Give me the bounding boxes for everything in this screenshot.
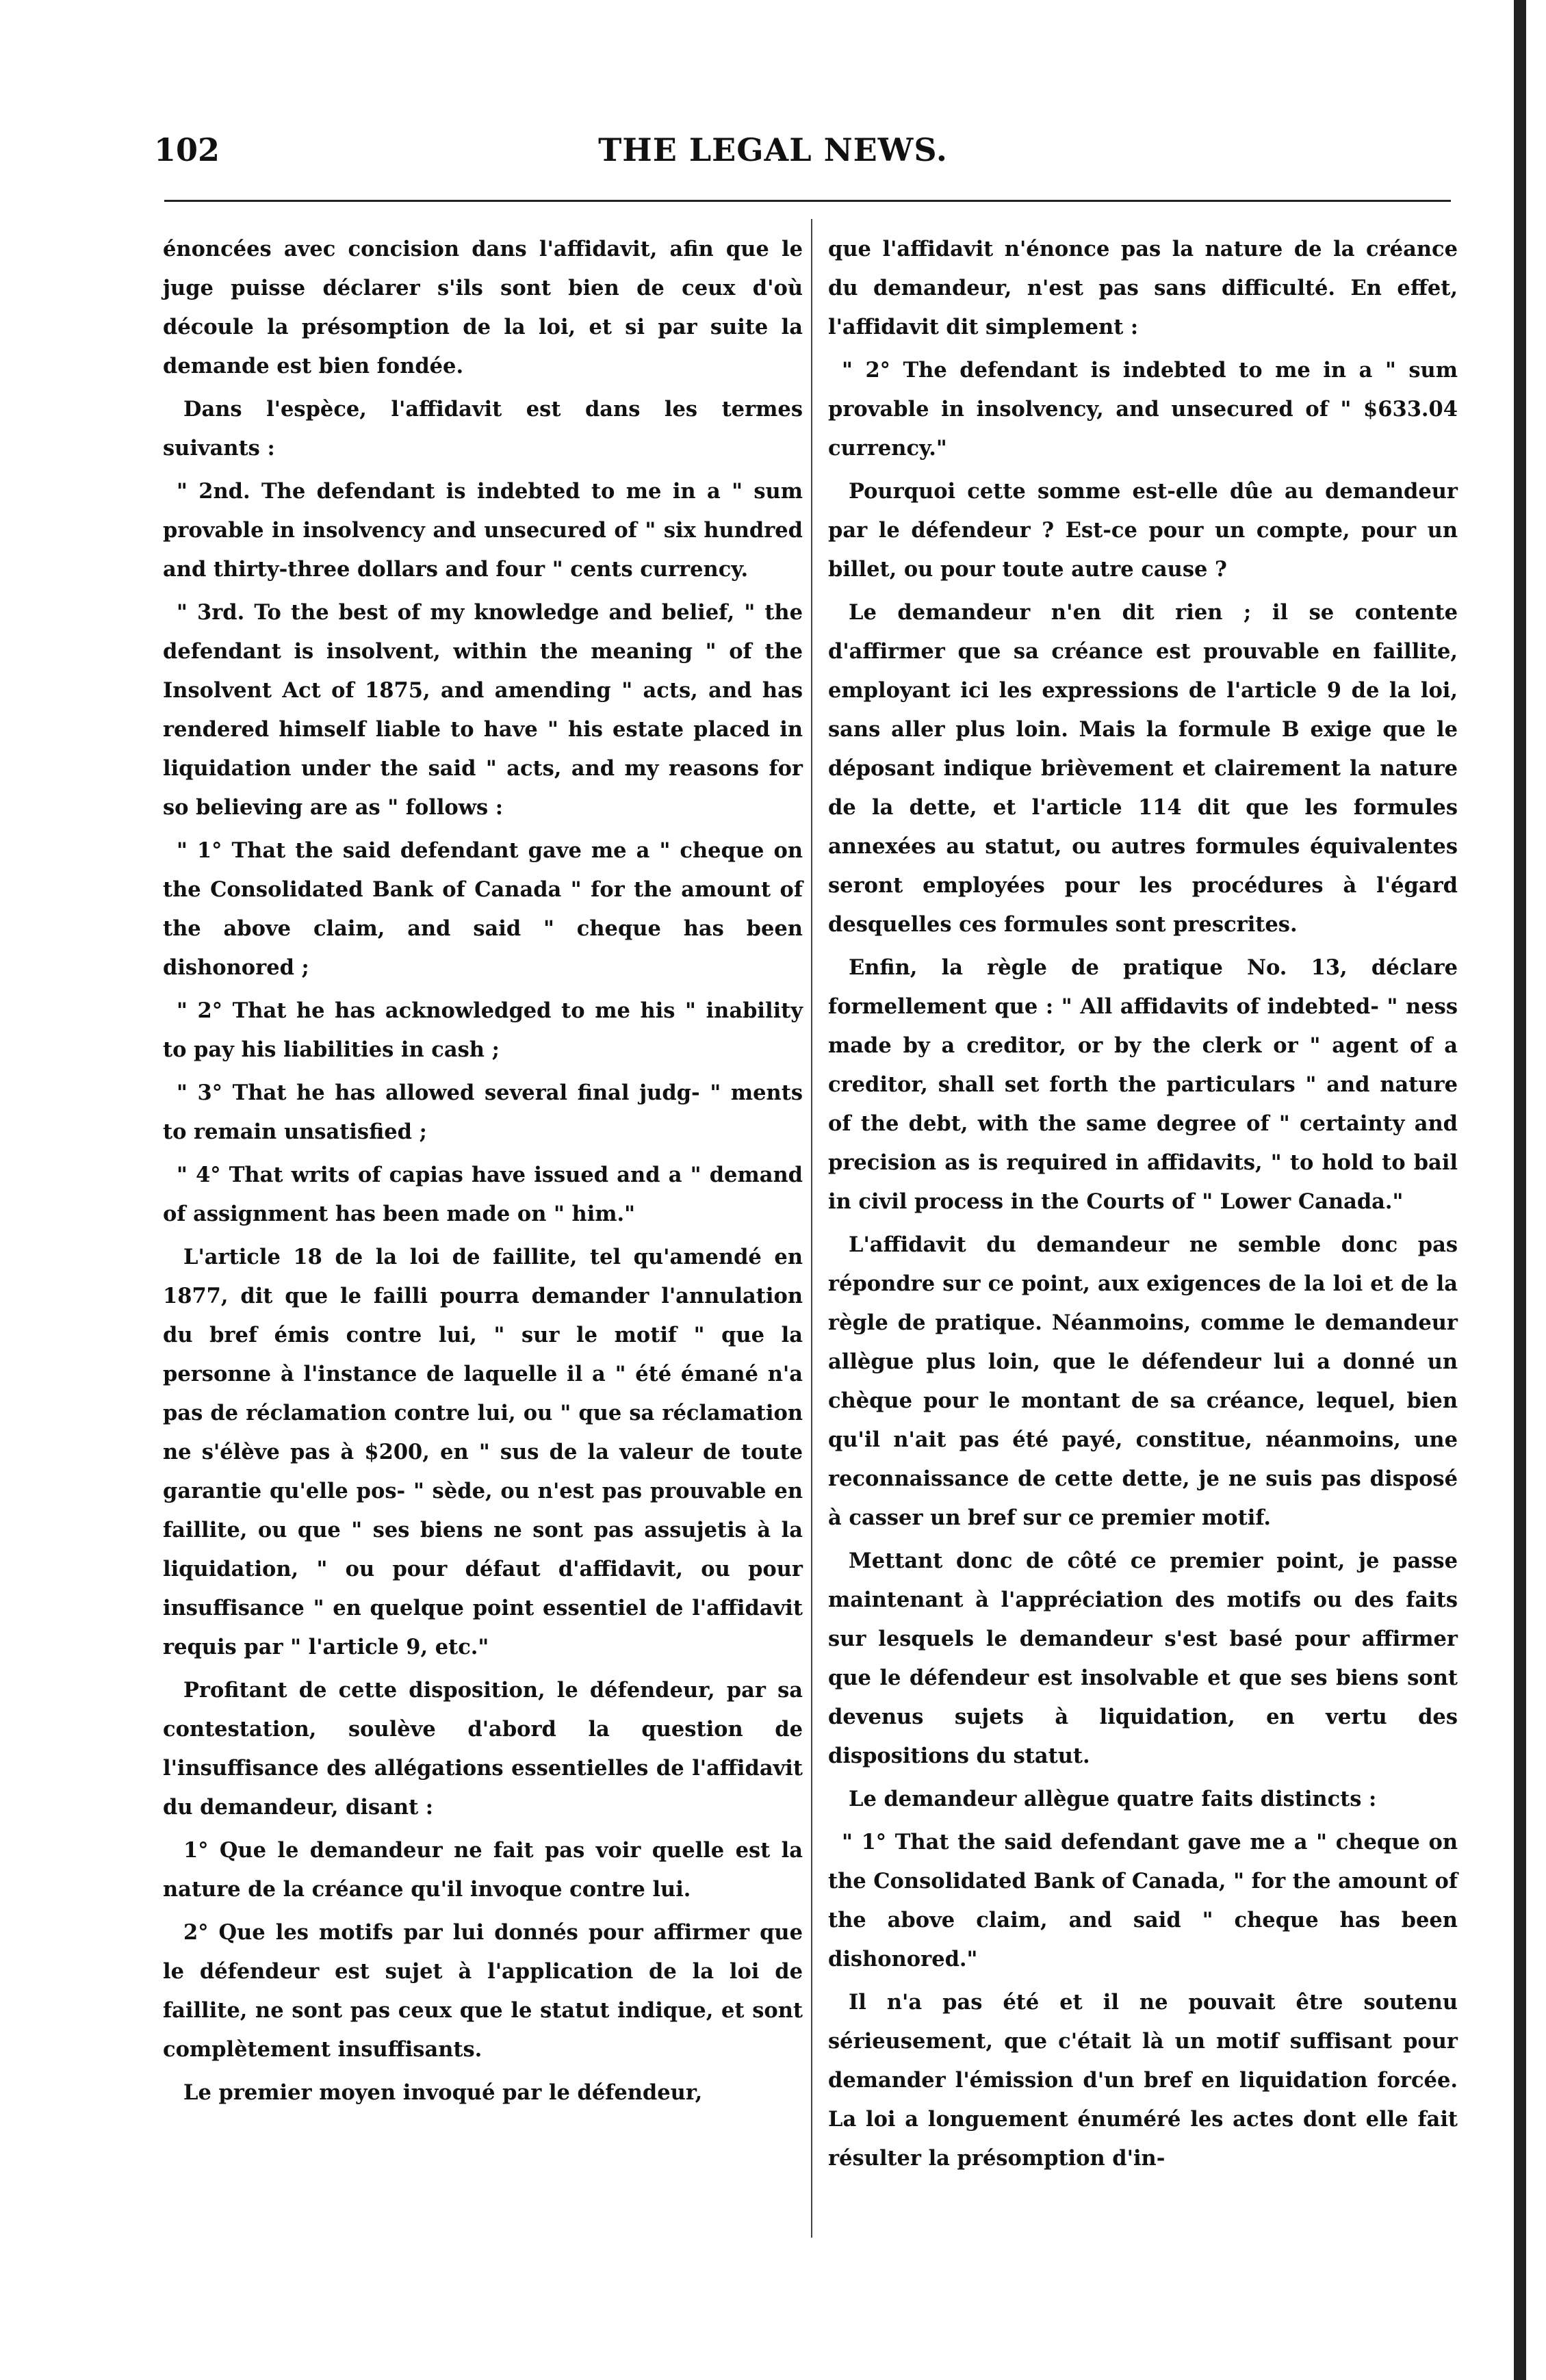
paragraph: Enfin, la règle de pratique No. 13, déclare formellement que : " All affidavits of indebted- " ness made by a creditor, or by the clerk or " agent of a creditor, shall set forth the particulars " and nature of the debt, with the same degree of " certainty and precision as is required in affidavits, " to hold to bail in civil process in the Courts of " Lower Canada." [828,955,1458,1214]
running-title: THE LEGAL NEWS. [598,131,948,168]
scan-edge-bar [1514,0,1526,2380]
left-column [163,230,803,2117]
paragraph: Profitant de cette disposition, le défendeur, par sa contestation, soulève d'abord la question de l'insuffisance des allégations essentielles de l'affidavit du demandeur, disant : [163,1678,803,1820]
right-column [828,230,1458,2182]
paragraph: L'affidavit du demandeur ne semble donc pas répondre sur ce point, aux exigences de la loi et de la règle de pratique. Néanmoins, comme le demandeur allègue plus loin, que le défendeur lui a donné un chèque pour le montant de sa créance, lequel, bien qu'il n'ait pas été payé, constitue, néanmoins, une reconnaissance de cette dette, je ne suis pas disposé à casser un bref sur ce premier motif. [828,1232,1458,1530]
paragraph: Pourquoi cette somme est-elle dûe au demandeur par le défendeur ? Est-ce pour un compte, pour un billet, ou pour toute autre cause ? [828,479,1458,582]
paragraph: Le premier moyen invoqué par le défendeur, [183,2080,703,2105]
quoted-paragraph: " 3rd. To the best of my knowledge and belief, " the defendant is insolvent, within the meaning " of the Insolvent Act of 1875, and amending " acts, and has rendered himself liable to have " his estate placed in liquidation under the said " acts, and my reasons for so believing are as " follows : [163,600,803,820]
paragraph: Mettant donc de côté ce premier point, je passe maintenant à l'appréciation des motifs ou des faits sur lesquels le demandeur s'est basé pour affirmer que le défendeur est insolvable et que ses biens sont devenus sujets à liquidation, en vertu des dispositions du statut. [828,1549,1458,1768]
column-divider [811,219,812,2238]
header-rule [164,200,1451,202]
paragraph: Dans l'espèce, l'affidavit est dans les termes suivants : [163,397,803,461]
paragraph: Le demandeur n'en dit rien ; il se contente d'affirmer que sa créance est prouvable en faillite, employant ici les expressions de l'article 9 de la loi, sans aller plus loin. Mais la formule B exige que le déposant indique brièvement et clairement la nature de la dette, et l'article 114 dit que les formules annexées au statut, ou autres formules équivalentes seront employées pour les procédures à l'égard desquelles ces formules sont prescrites. [828,600,1458,937]
paragraph: énoncées avec concision dans l'affidavit, afin que le juge puisse déclarer s'ils sont bien de ceux d'où découle la présomption de la loi, et si par suite la demande est bien fondée. [163,237,803,378]
paragraph: que l'affidavit n'énonce pas la nature de la créance du demandeur, n'est pas sans difficulté. En effet, l'affidavit dit simplement : [828,237,1458,339]
quoted-paragraph: " 4° That writs of capias have issued and a " demand of assignment has been made on " him." [163,1163,803,1226]
quoted-paragraph: " 1° That the said defendant gave me a " cheque on the Consolidated Bank of Canada " for the amount of the above claim, and said " cheque has been dishonored ; [163,838,803,980]
quoted-paragraph: " 1° That the said defendant gave me a " cheque on the Consolidated Bank of Canada, " for the amount of the above claim, and said " cheque has been dishonored." [828,1830,1458,1971]
quoted-paragraph: " 2° The defendant is indebted to me in a " sum provable in insolvency, and unsecured of " $633.04 currency." [828,358,1458,461]
paragraph: Il n'a pas été et il ne pouvait être soutenu sérieusement, que c'était là un motif suffisant pour demander l'émission d'un bref en liquidation forcée. La loi a longuement énuméré les actes dont elle fait résulter la présomption d'in- [828,1990,1458,2171]
paragraph: 1° Que le demandeur ne fait pas voir quelle est la nature de la créance qu'il invoque contre lui. [163,1838,803,1902]
page-number: 102 [154,131,220,168]
quoted-paragraph: " 2° That he has acknowledged to me his " inability to pay his liabilities in cash ; [163,998,803,1062]
quoted-paragraph: " 2nd. The defendant is indebted to me in a " sum provable in insolvency and unsecured of " six hundred and thirty-three dollars and four " cents currency. [163,479,803,582]
quoted-paragraph: " 3° That he has allowed several final judg- " ments to remain unsatisfied ; [163,1081,803,1144]
paragraph: 2° Que les motifs par lui donnés pour affirmer que le défendeur est sujet à l'application de la loi de faillite, ne sont pas ceux que le statut indique, et sont complètement insuffisants. [163,1920,803,2062]
paragraph: L'article 18 de la loi de faillite, tel qu'amendé en 1877, dit que le failli pourra demander l'annulation du bref émis contre lui, " sur le motif " que la personne à l'instance de laquelle il a " été émané n'a pas de réclamation contre lui, ou " que sa réclamation ne s'élève pas à $200, en " sus de la valeur de toute garantie qu'elle pos- " sède, ou n'est pas prouvable en faillite, ou que " ses biens ne sont pas assujetis à la liquidation, " ou pour défaut d'affidavit, ou pour insuffisance " en quelque point essentiel de l'affidavit requis par " l'article 9, etc." [163,1245,803,1659]
paragraph: Le demandeur allègue quatre faits distincts : [849,1787,1377,1811]
